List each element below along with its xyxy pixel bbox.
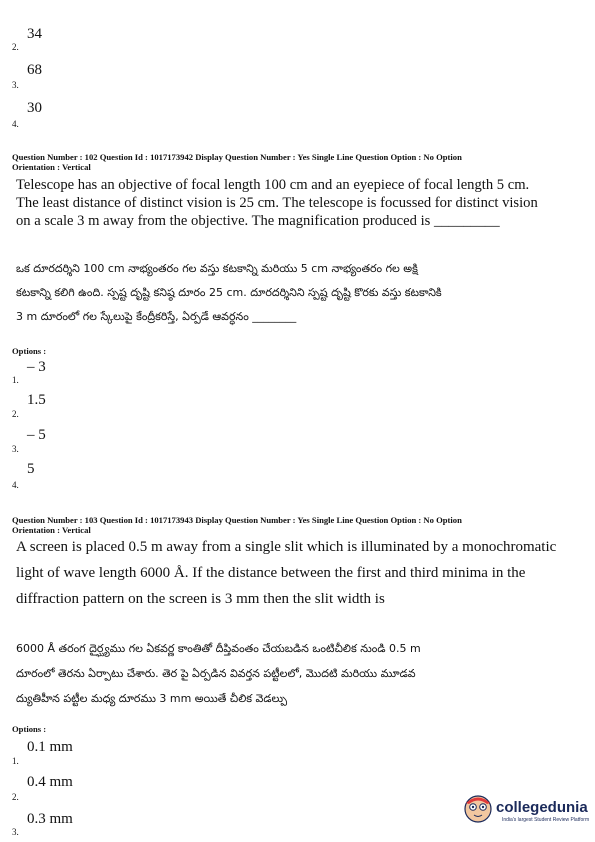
question-text-line: light of wave length 6000 Å. If the distance between the first and third minima in the	[16, 565, 526, 581]
mascot-icon	[463, 794, 493, 824]
option-number: 2.	[12, 792, 19, 802]
question-text-line: A screen is placed 0.5 m away from a single slit which is illuminated by a monochromatic	[16, 539, 557, 555]
option-number: 1.	[12, 375, 19, 385]
option-value: 30	[27, 100, 42, 116]
question-text-telugu-line: ద్యుతిహీన పట్టీల మధ్య దూరము 3 mm అయితే చీలిక వెడల్పు	[16, 692, 288, 705]
question-text-telugu-line: 6000 Å తరంగ దైర్ఘ్యము గల ఏకవర్ణ కాంతితో దీప్తివంతం చేయబడిన ఒంటిచీలిక నుండి 0.5 m	[16, 642, 421, 655]
option-value: 34	[27, 26, 42, 42]
question-text-telugu-line: దూరంలో తెరను ఏర్పాటు చేశారు. తెర పై ఏర్పడిన వివర్తన పట్టీలలో, మొదటి మరియు మూడవ	[16, 667, 416, 680]
option-number: 4.	[12, 119, 19, 129]
option-value: 0.1 mm	[27, 739, 73, 755]
option-number: 3.	[12, 827, 19, 837]
question-header: Question Number : 103 Question Id : 1017173943 Display Question Number : Yes Single Line Question Option : No Option	[12, 515, 462, 525]
option-number: 3.	[12, 80, 19, 90]
option-value: – 3	[27, 359, 46, 375]
option-value: 0.4 mm	[27, 774, 73, 790]
options-label: Options :	[12, 346, 47, 356]
option-number: 1.	[12, 756, 19, 766]
question-text-telugu-line: ఒక దూరదర్శిని 100 cm నాభ్యంతరం గల వస్తు కటకాన్ని మరియు 5 cm నాభ్యంతరం గల అక్షి	[16, 262, 418, 275]
option-value: 0.3 mm	[27, 811, 73, 827]
option-value: 5	[27, 461, 35, 477]
option-number: 3.	[12, 444, 19, 454]
options-label: Options :	[12, 724, 47, 734]
brand-name: collegedunia	[496, 799, 588, 816]
option-value: 1.5	[27, 392, 46, 408]
question-text-telugu-line: 3 m దూరంలో గల స్కేలుపై కేంద్రీకరిస్తే, ఏర్పడే ఆవర్ధనం ________	[16, 310, 297, 323]
question-orientation: Orientation : Vertical	[12, 162, 91, 172]
brand-tagline: India's largest Student Review Platform	[502, 817, 590, 823]
option-value: 68	[27, 62, 42, 78]
question-text-line: Telescope has an objective of focal length 100 cm and an eyepiece of focal length 5 cm.	[16, 177, 530, 193]
question-header: Question Number : 102 Question Id : 1017173942 Display Question Number : Yes Single Line Question Option : No Option	[12, 152, 462, 162]
question-orientation: Orientation : Vertical	[12, 525, 91, 535]
option-number: 2.	[12, 409, 19, 419]
option-value: – 5	[27, 427, 46, 443]
question-text-line: diffraction pattern on the screen is 3 mm then the slit width is	[16, 591, 385, 607]
question-text-telugu-line: కటకాన్ని కలిగి ఉంది. స్పష్ట దృష్టి కనిష్ఠ దూరం 25 cm. దూరదర్శినిని స్పష్ట దృష్టి కొరకు వస్తు కటకానికి	[16, 286, 442, 299]
question-text-line: on a scale 3 m away from the objective. The magnification produced is _________	[16, 213, 500, 229]
option-number: 4.	[12, 480, 19, 490]
collegedunia-watermark	[463, 790, 591, 830]
question-text-line: The least distance of distinct vision is 25 cm. The telescope is focussed for distinct vision	[16, 195, 538, 211]
option-number: 2.	[12, 42, 19, 52]
